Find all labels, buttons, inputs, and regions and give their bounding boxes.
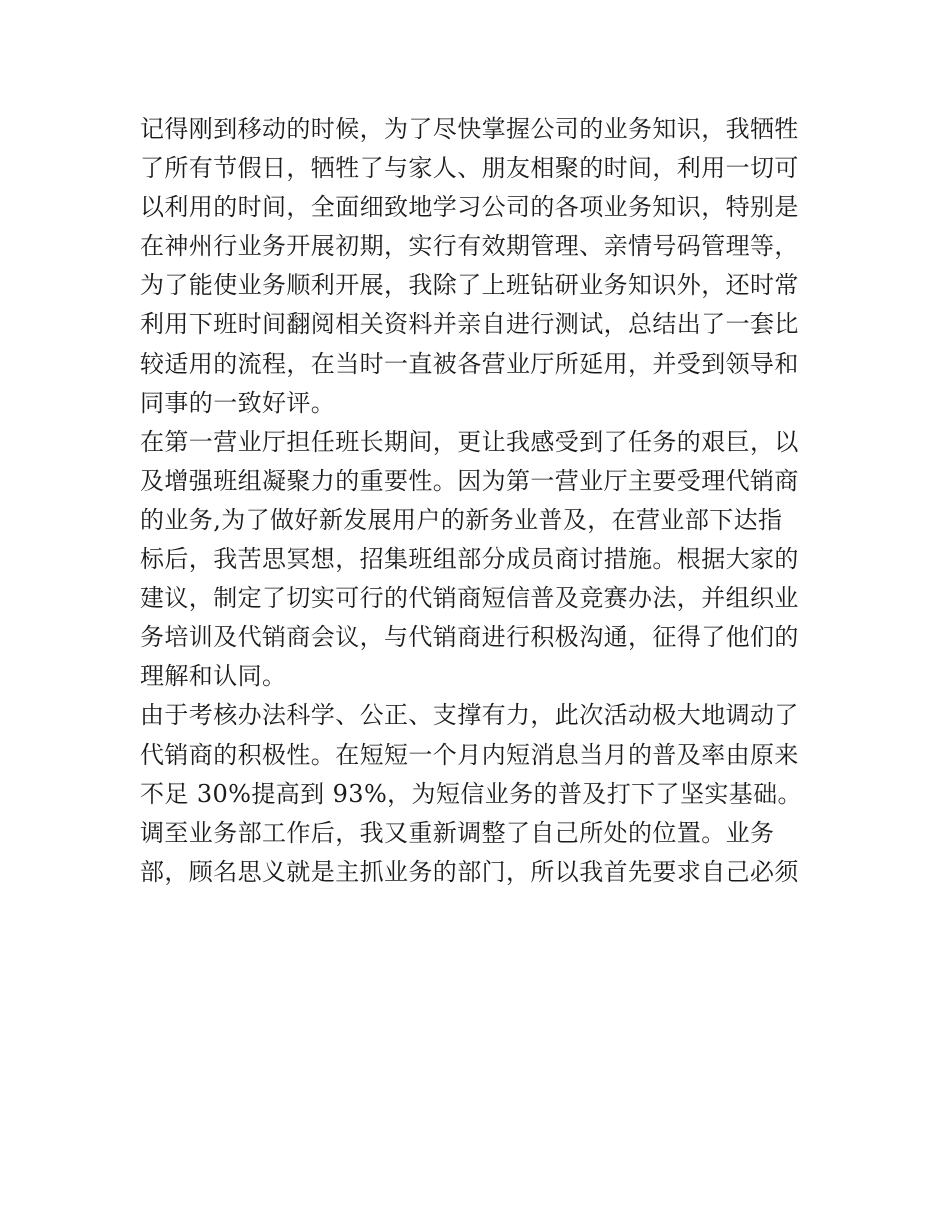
text-line: 利用下班时间翻阅相关资料并亲自进行测试，总结出了一套比 [140,310,799,339]
text-line: 标后，我苦思冥想，招集班组部分成员商讨措施。根据大家的 [140,545,799,574]
text-line: 理解和认同。 [140,662,287,691]
text-line: 调至业务部工作后，我又重新调整了自己所处的位置。业务 [140,818,775,847]
text-line: 记得刚到移动的时候，为了尽快掌握公司的业务知识，我牺牲 [140,115,799,143]
text-line: 同事的一致好评。 [140,388,336,417]
text-line: 了所有节假日，牺牲了与家人、朋友相聚的时间，利用一切可 [140,154,799,183]
text-line: 以利用的时间，全面细致地学习公司的各项业务知识，特别是 [140,193,799,222]
text-line: 的业务,为了做好新发展用户的新务业普及，在营业部下达指 [140,505,783,534]
text-line: 建议，制定了切实可行的代销商短信普及竞赛办法，并组织业 [140,584,799,613]
text-line: 在第一营业厅担任班长期间，更让我感受到了任务的艰巨，以 [140,427,799,456]
body-text [140,110,815,892]
text-line: 不足 30%提高到 93%，为短信业务的普及打下了坚实基础。 [140,779,802,808]
text-line: 及增强班组凝聚力的重要性。因为第一营业厅主要受理代销商 [140,466,799,495]
text-line: 部，顾名思义就是主抓业务的部门，所以我首先要求自己必须 [140,857,799,886]
text-line: 代销商的积极性。在短短一个月内短消息当月的普及率由原来 [140,740,799,769]
text-line: 务培训及代销商会议，与代销商进行积极沟通，征得了他们的 [140,623,799,652]
text-line: 由于考核办法科学、公正、支撑有力，此次活动极大地调动了 [140,701,799,730]
text-line: 为了能使业务顺利开展，我除了上班钻研业务知识外，还时常 [140,271,799,300]
text-line: 在神州行业务开展初期，实行有效期管理、亲情号码管理等， [140,232,799,261]
text-line: 较适用的流程，在当时一直被各营业厅所延用，并受到领导和 [140,349,799,378]
